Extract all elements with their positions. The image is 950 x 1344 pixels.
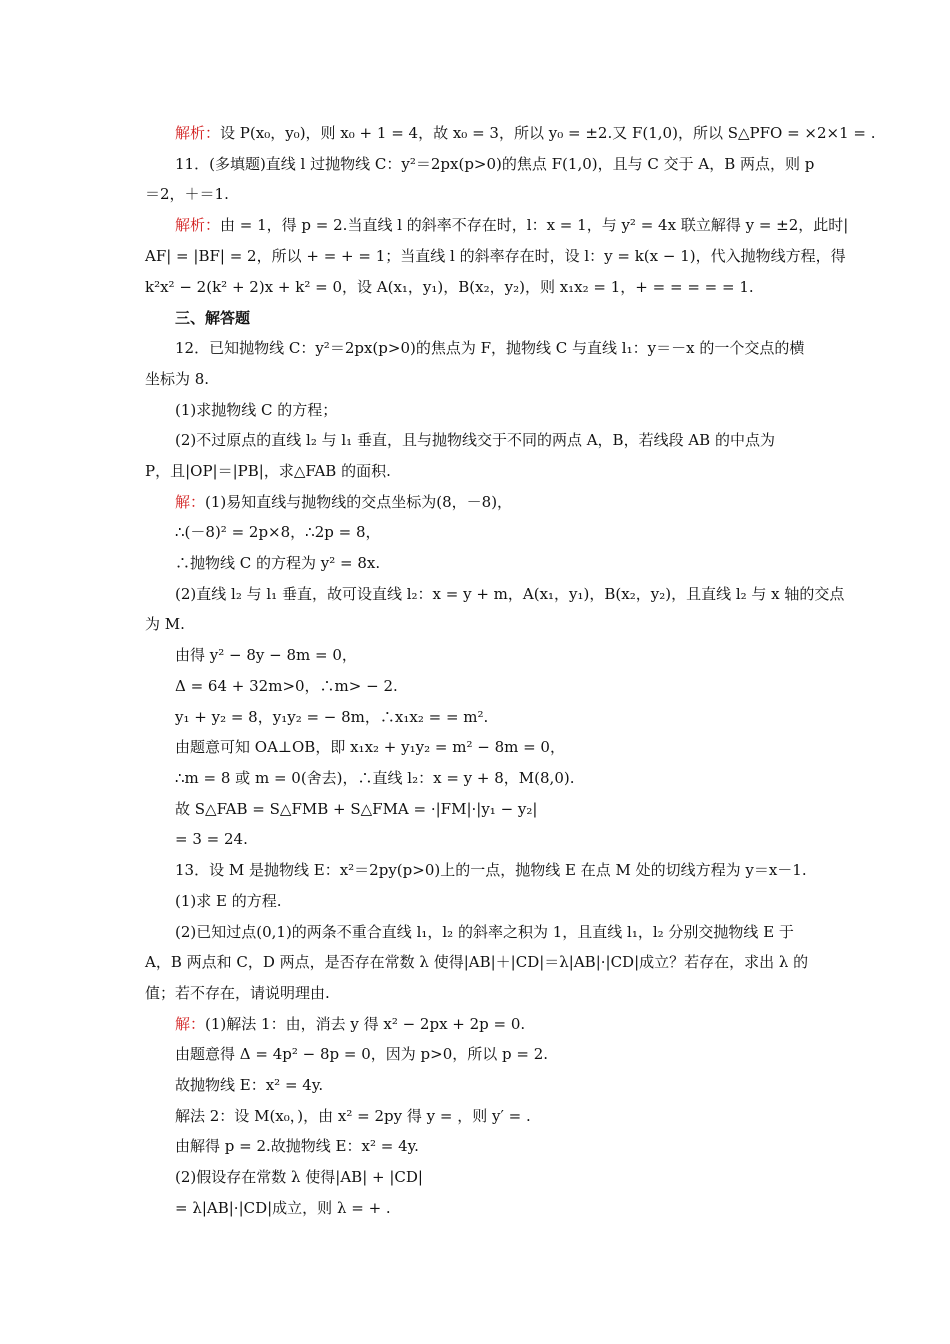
problem-13-part-1: (1)求 E 的方程.: [175, 892, 282, 910]
solution-12-line-12: = 3 = 24.: [175, 830, 248, 848]
solution-12-line-7: Δ = 64 + 32m>0，∴m> − 2.: [175, 677, 398, 695]
solution-12-line-10: ∴m = 8 或 m = 0(舍去)，∴直线 l₂：x = y + 8，M(8,0).: [175, 769, 575, 787]
section-heading: 三、解答题: [175, 309, 251, 327]
problem-12-part-2-line-2: P，且|OP|＝|PB|，求△FAB 的面积.: [145, 462, 391, 480]
problem-11-line-2: ＝2，＋＝1.: [145, 185, 229, 203]
problem-12-line-1: 12．已知抛物线 C：y²＝2px(p>0)的焦点为 F，抛物线 C 与直线 l₁：y＝－x 的一个交点的横: [175, 339, 805, 357]
solution-12-line-8: y₁ + y₂ = 8，y₁y₂ = − 8m，∴x₁x₂ = = m².: [175, 708, 489, 726]
problem-13-part-2-line-3: 值；若不存在，请说明理由.: [145, 984, 330, 1002]
solution-13-line-4: 解法 2：设 M(x₀，)，由 x² = 2py 得 y = ，则 y′ = .: [175, 1107, 531, 1125]
solution-13-line-7: = λ|AB|·|CD|成立，则 λ = + .: [175, 1199, 391, 1217]
solution-12-line-5: 为 M.: [145, 615, 185, 633]
problem-13-part-2-line-2: A，B 两点和 C，D 两点，是否存在常数 λ 使得|AB|＋|CD|＝λ|AB|·|CD|成立？若存在，求出 λ 的: [145, 953, 809, 971]
problem-13-line-1: 13．设 M 是抛物线 E：x²＝2py(p>0)上的一点，抛物线 E 在点 M 处的切线方程为 y＝x－1.: [175, 861, 807, 879]
solution-12-line-9: 由题意可知 OA⊥OB，即 x₁x₂ + y₁y₂ = m² − 8m = 0，: [175, 738, 565, 756]
solution-12-line-1: 解：(1)易知直线与抛物线的交点坐标为(8，－8)，: [175, 493, 513, 511]
problem-12-part-1: (1)求抛物线 C 的方程；: [175, 401, 338, 419]
solution-11-line-2: AF| = |BF| = 2，所以 + = + = 1；当直线 l 的斜率存在时，设 l：y = k(x − 1)，代入抛物线方程，得: [145, 247, 846, 265]
solution-11-line-3: k²x² − 2(k² + 2)x + k² = 0，设 A(x₁，y₁)，B(x₂，y₂)，则 x₁x₂ = 1，+ = = = = = 1.: [145, 278, 754, 296]
solution-label: 解析：: [175, 216, 221, 234]
solution-label: 解：: [175, 1015, 206, 1033]
solution-label: 解析：: [175, 124, 221, 142]
solution-12-line-4: (2)直线 l₂ 与 l₁ 垂直，故可设直线 l₂：x = y + m，A(x₁，y₁)，B(x₂，y₂)，且直线 l₂ 与 x 轴的交点: [175, 585, 845, 603]
solution-13-line-5: 由解得 p = 2.故抛物线 E：x² = 4y.: [175, 1137, 419, 1155]
solution-12-line-2: ∴(－8)² = 2p×8，∴2p = 8，: [175, 523, 381, 541]
solution-13-line-1: 解：(1)解法 1：由，消去 y 得 x² − 2px + 2p = 0.: [175, 1015, 526, 1033]
solution-12-line-3: ∴抛物线 C 的方程为 y² = 8x.: [175, 554, 381, 572]
problem-11-line-1: 11．(多填题)直线 l 过抛物线 C：y²＝2px(p>0)的焦点 F(1,0)，且与 C 交于 A，B 两点，则 p: [175, 155, 815, 173]
solution-10-line-1: 解析：设 P(x₀，y₀)，则 x₀ + 1 = 4，故 x₀ = 3，所以 y₀ = ±2.又 F(1,0)，所以 S△PFO = ×2×1 = .: [175, 124, 876, 142]
solution-12-line-11: 故 S△FAB = S△FMB + S△FMA = ·|FM|·|y₁ − y₂|: [175, 800, 538, 818]
problem-13-part-2-line-1: (2)已知过点(0,1)的两条不重合直线 l₁，l₂ 的斜率之积为 1，且直线 l₁，l₂ 分别交抛物线 E 于: [175, 923, 794, 941]
solution-11-line-1: 解析：由 = 1，得 p = 2.当直线 l 的斜率不存在时，l：x = 1，与 y² = 4x 联立解得 y = ±2，此时|: [175, 216, 849, 234]
solution-13-line-6: (2)假设存在常数 λ 使得|AB| + |CD|: [175, 1168, 423, 1186]
solution-13-line-2: 由题意得 Δ = 4p² − 8p = 0，因为 p>0，所以 p = 2.: [175, 1045, 549, 1063]
solution-label: 解：: [175, 493, 206, 511]
problem-12-line-2: 坐标为 8.: [145, 370, 210, 388]
solution-13-line-3: 故抛物线 E：x² = 4y.: [175, 1076, 324, 1094]
solution-12-line-6: 由得 y² − 8y − 8m = 0，: [175, 646, 357, 664]
problem-12-part-2-line-1: (2)不过原点的直线 l₂ 与 l₁ 垂直，且与抛物线交于不同的两点 A，B，若线段 AB 的中点为: [175, 431, 775, 449]
